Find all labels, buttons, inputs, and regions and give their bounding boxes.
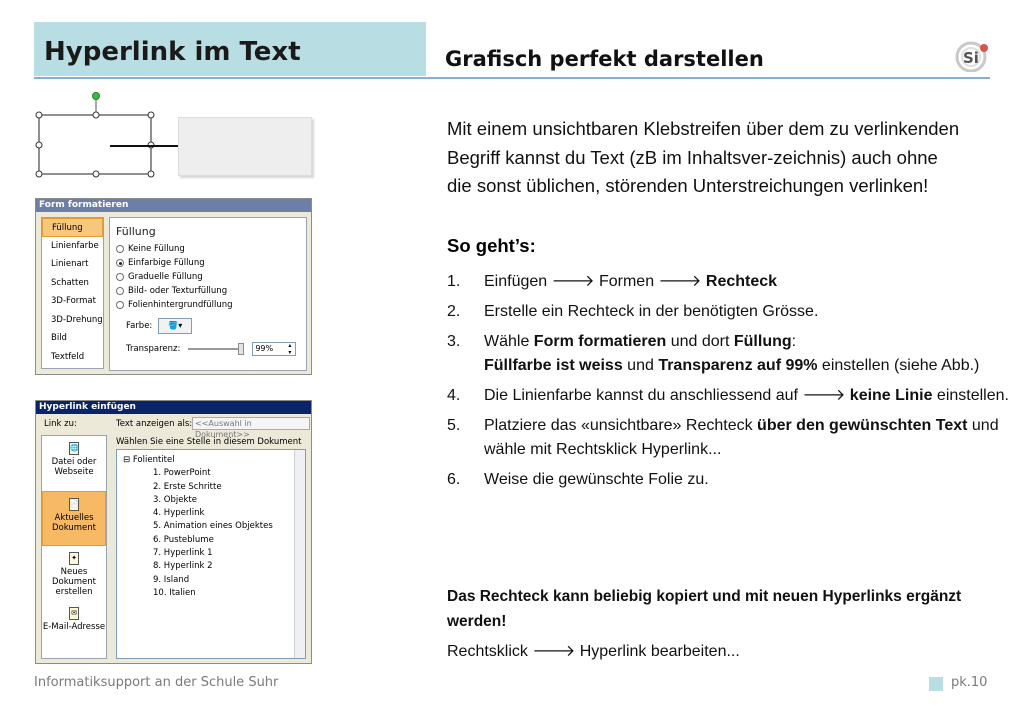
arrow-icon: 🡒 (532, 643, 576, 660)
radio-icon[interactable] (116, 245, 124, 253)
link-type-list (41, 435, 107, 659)
nav-item-3d-format[interactable]: 3D-Format (51, 296, 96, 306)
slide-tree[interactable] (116, 449, 306, 659)
transparency-label: Transparenz: (126, 344, 181, 354)
radio-icon[interactable] (116, 273, 124, 281)
document-icon: 📄 (69, 498, 79, 511)
step-6: 6. Weise die gewünschte Folie zu. (447, 471, 709, 488)
nav-item-3d-rotation[interactable]: 3D-Drehung (51, 314, 103, 325)
tree-item[interactable]: 4. Hyperlink (153, 508, 205, 519)
tree-item[interactable]: 7. Hyperlink 1 (153, 548, 213, 559)
email-icon: ✉ (69, 607, 79, 620)
footer-square-icon (929, 677, 943, 691)
link-to-label: Link zu: (44, 419, 77, 429)
panel-heading: Füllung (116, 225, 156, 238)
tree-item[interactable]: 6. Pusteblume (153, 534, 214, 545)
transparent-rectangle-preview (178, 117, 312, 176)
step-5: 5. Platziere das «unsichtbare» Rechteck über den gewünschten Text und wähle mit Rechtsklick Hyperlink... (447, 417, 999, 458)
tree-item[interactable]: 2. Erste Schritte (153, 481, 222, 492)
page-title: Hyperlink im Text (44, 37, 301, 67)
display-text-input[interactable]: <<Auswahl in Dokument>> (192, 417, 310, 430)
page-number: pk.10 (951, 675, 988, 690)
transparency-row (110, 334, 306, 356)
intro-paragraph: Mit einem unsichtbaren Klebstreifen über dem zu verlinkenden Begriff kannst du Text (zB im Inhaltsver-zeichnis) auch ohne die sonst üblichen, störenden Unterstreichungen verlinken! (447, 118, 960, 196)
nav-item-fill[interactable]: Füllung (42, 218, 103, 237)
option-picture-fill[interactable]: Bild- oder Texturfüllung (110, 284, 306, 298)
option-background-fill[interactable]: Folienhintergrundfüllung (110, 298, 306, 312)
color-row (110, 312, 306, 334)
nav-item-shadow[interactable]: Schatten (51, 277, 89, 288)
color-label: Farbe: (126, 321, 153, 331)
arrow-icon: 🡒 (802, 387, 846, 404)
location-label: Wählen Sie eine Stelle in diesem Dokument (116, 437, 302, 447)
radio-selected-icon[interactable] (116, 259, 124, 267)
option-solid-fill[interactable]: Einfarbige Füllung (110, 256, 306, 270)
paint-bucket-dropdown[interactable]: 🪣▾ (158, 318, 192, 334)
insert-hyperlink-dialog (35, 400, 312, 664)
school-logo (953, 40, 993, 72)
tree-item[interactable]: 5. Animation eines Objektes (153, 521, 273, 532)
format-shape-dialog (35, 198, 312, 375)
radio-icon[interactable] (116, 287, 124, 295)
link-existing-file[interactable]: 🌐 Datei oder Webseite (51, 444, 97, 477)
slider-thumb[interactable] (238, 343, 244, 355)
tree-item[interactable]: 9. Island (153, 574, 190, 585)
nav-item-line-color[interactable]: Linienfarbe (51, 240, 99, 251)
tree-root[interactable]: ⊟ Folientitel (123, 455, 175, 465)
nav-item-textbox[interactable]: Textfeld (51, 351, 85, 362)
step-3: 3. Wähle Form formatieren und dort Füllung: Füllfarbe ist weiss und Transparenz auf 99% einstellen (siehe Abb.) (447, 333, 980, 374)
tree-item[interactable]: 10. Italien (153, 587, 196, 598)
dialog-title: Form formatieren (36, 199, 311, 212)
footer-text: Informatiksupport an der Schule Suhr (34, 675, 279, 690)
arrow-icon: 🡒 (658, 273, 702, 290)
option-gradient-fill[interactable]: Graduelle Füllung (110, 270, 306, 284)
fill-panel (109, 217, 307, 371)
link-email[interactable]: ✉ E-Mail-Adresse (42, 609, 106, 632)
tree-item[interactable]: 1. PowerPoint (153, 468, 211, 479)
option-no-fill[interactable]: Keine Füllung (110, 242, 306, 256)
transparency-slider[interactable] (188, 348, 244, 350)
step-1: 1. Einfügen 🡒 Formen 🡒 Rechteck (447, 273, 778, 290)
arrow-icon: 🡒 (551, 273, 595, 290)
svg-text:Si: Si (963, 49, 979, 67)
page-subtitle: Grafisch perfekt darstellen (445, 47, 764, 71)
right-click-hint: Rechtsklick 🡒 Hyperlink bearbeiten... (447, 643, 740, 660)
transparency-spinner[interactable]: 99% ▴▾ (252, 342, 296, 356)
header-rule (34, 77, 990, 79)
nav-item-line-style[interactable]: Linienart (51, 259, 89, 269)
step-4: 4. Die Linienfarbe kannst du anschliessend auf 🡒 keine Linie einstellen. (447, 387, 1009, 404)
display-text-label: Text anzeigen als: (116, 419, 193, 429)
file-icon: 🌐 (69, 442, 79, 455)
steps-list (447, 270, 1012, 498)
tree-item[interactable]: 8. Hyperlink 2 (153, 561, 213, 572)
new-document-icon: ✦ (69, 552, 79, 565)
link-new-document[interactable]: ✦ Neues Dokument erstellen (51, 554, 97, 597)
radio-icon[interactable] (116, 301, 124, 309)
format-nav-list (41, 217, 104, 369)
dialog-title: Hyperlink einfügen (36, 401, 311, 414)
link-current-document[interactable]: 📄 Aktuelles Dokument (42, 491, 106, 546)
tree-scrollbar[interactable] (294, 450, 305, 658)
tree-item[interactable]: 3. Objekte (153, 494, 197, 505)
step-2: 2. Erstelle ein Rechteck in der benötigten Grösse. (447, 303, 819, 320)
how-to-heading: So geht’s: (447, 235, 536, 256)
note-paragraph: Das Rechteck kann beliebig kopiert und mit neuen Hyperlinks ergänzt werden! (447, 588, 962, 630)
nav-item-picture[interactable]: Bild (51, 333, 67, 343)
